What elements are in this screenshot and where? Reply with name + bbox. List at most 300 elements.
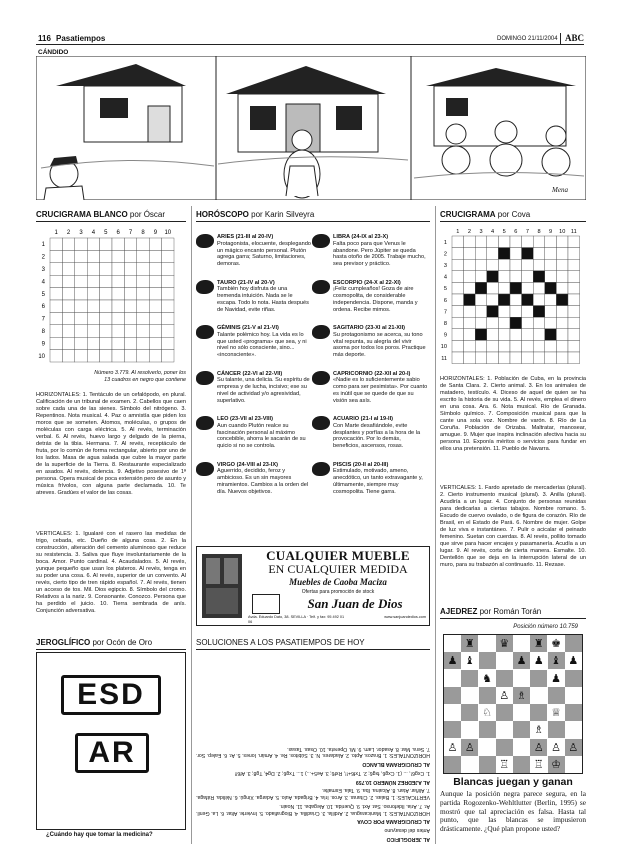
comic-signature: Mena	[552, 186, 568, 194]
zodiac-icon	[312, 371, 330, 385]
grid-cell	[464, 248, 476, 260]
chess-square[interactable]	[513, 635, 530, 652]
grid-cell	[475, 271, 487, 283]
page-number: 116	[38, 34, 51, 43]
grid-cell	[112, 238, 124, 250]
horoscope-entry	[312, 371, 428, 405]
chess-square[interactable]	[461, 670, 478, 687]
solution-line: AL AJEDREZ NÚMERO 10.759	[355, 778, 430, 785]
horoscope-sign-title: TAURO (21-IV al 20-V)	[217, 279, 275, 286]
grid-black-cell	[522, 248, 534, 260]
grid-cell	[545, 248, 557, 260]
grid-cell	[510, 236, 522, 248]
grid-column-number: 2	[66, 230, 71, 236]
zodiac-icon	[196, 416, 214, 430]
grid-cell	[87, 300, 99, 312]
chess-square[interactable]	[496, 704, 513, 721]
horoscope-entry	[312, 416, 428, 450]
grid-cell	[75, 312, 87, 324]
grid-cell	[62, 263, 74, 275]
chess-piece-square[interactable]: ♗	[530, 721, 547, 738]
grid-cell	[510, 259, 522, 271]
grid-cell	[522, 352, 534, 364]
grid-cell	[162, 250, 174, 262]
grid-cell	[533, 282, 545, 294]
grid-cell	[137, 300, 149, 312]
chess-piece-square[interactable]: ♞	[479, 670, 496, 687]
horoscope-entry	[196, 416, 312, 450]
ad-headline-1: CUALQUIER MUEBLE	[266, 548, 410, 563]
grid-row-number: 7	[41, 316, 45, 323]
grid-cell	[533, 259, 545, 271]
chess-square[interactable]	[548, 721, 565, 738]
grid-cell	[100, 263, 112, 275]
grid-cell	[162, 325, 174, 337]
grid-black-cell	[498, 248, 510, 260]
ad-brand: San Juan de Dios	[307, 596, 403, 611]
chess-piece-square[interactable]: ♚	[548, 635, 565, 652]
grid-cell	[487, 340, 499, 352]
grid-cell	[149, 350, 161, 362]
grid-cell	[162, 300, 174, 312]
grid-column-number: 10	[164, 230, 172, 236]
chess-square[interactable]	[530, 704, 547, 721]
chess-square[interactable]	[479, 687, 496, 704]
horoscope-entry	[312, 462, 428, 496]
chess-piece-square[interactable]: ♙	[496, 687, 513, 704]
chess-piece-square[interactable]: ♙	[548, 739, 565, 756]
grid-column-number: 6	[116, 230, 120, 236]
grid-cell	[87, 275, 99, 287]
grid-cell	[510, 329, 522, 341]
grid-cell	[75, 288, 87, 300]
grid-cell	[75, 325, 87, 337]
grid-cell	[452, 294, 464, 306]
grid-cell	[498, 317, 510, 329]
chess-square[interactable]	[530, 687, 547, 704]
grid-cell	[568, 352, 580, 364]
grid-cell	[137, 312, 149, 324]
solution-line: HORIZONTALES: 1. Manicaragua. 2. Ardilla. 3. Criadilla. 4. Biografiado. 5. Invierte. Altar. 6. La. Genil. Ar. 7. Aria. Ildefonso. Sar. Axt. 9. Querida. 10. Alegaba. 11. Noain.	[196, 803, 430, 816]
hieroglyph-question: ¿Cuándo hay que tomar la medicina?	[46, 832, 153, 838]
grid-cell	[522, 282, 534, 294]
grid-cell	[568, 248, 580, 260]
grid-cell	[137, 275, 149, 287]
chess-square[interactable]	[444, 704, 461, 721]
grid-column-number: 1	[54, 230, 58, 236]
grid-cell	[452, 248, 464, 260]
chess-piece-square[interactable]: ♟	[548, 670, 565, 687]
chess-piece-square[interactable]: ♘	[479, 704, 496, 721]
chess-piece-square[interactable]: ♙	[444, 739, 461, 756]
chess-square[interactable]	[444, 635, 461, 652]
grid-cell	[475, 236, 487, 248]
zodiac-icon	[312, 416, 330, 430]
grid-cell	[533, 294, 545, 306]
chess-piece-square[interactable]: ♜	[461, 635, 478, 652]
cova-crossword-verticals: VERTICALES: 1. Fardo apretado de mercaderías (plural). 2. Cierto instrumento musical (plural). 3. Anilla (plural). Acudiría a un lugar. 4. Conjunto de personas reunidas para dedicarlas a ciertas tabajos. Nombre romano. 5. Escudo de cuervo ovalado, o de figura de corazón. Río de Brasil, en el Estado de Pará. 6. Nombre de mujer. Golpe de luz viva e instantáneo. 7. Pulir o acicalar el peinado femenino. Suetan con cuerdas. 8. Al revés, pollito tomado que sirve para hacer encajes y pasamanería. Acudía a un lugar. 9. Al revés, corta de cierta manera. Esmalte. 10. Dentellón que se deja en la interrupción lateral de un muro, para su trabazón al continuarlo. 11. Rezase.	[440, 485, 586, 568]
chess-square[interactable]	[565, 687, 582, 704]
grid-cell	[100, 250, 112, 262]
grid-cell	[568, 282, 580, 294]
horoscope-sign-text: Aguerrido, decidido, feroz y ambicioso. Es un sin mayores miramientos. Cambios a la orden del día. Nuevos objetivos.	[217, 468, 309, 495]
grid-cell	[50, 337, 62, 349]
horoscope-title: HORÓSCOPO por Karin Silveyra	[196, 210, 430, 222]
grid-cell	[149, 263, 161, 275]
horoscope-sign-title: LEO (23-VII al 23-VIII)	[217, 416, 273, 422]
zodiac-icon	[312, 462, 330, 476]
chess-piece-square[interactable]: ♝	[461, 652, 478, 669]
chess-square[interactable]	[513, 704, 530, 721]
grid-cell	[464, 282, 476, 294]
horoscope-sign-text: Falta poco para que Venus le abandone. Pero Júpiter se queda hasta otoño de 2005. Trabaje mucho, sea previsor y práctico.	[333, 240, 426, 268]
chess-piece-square[interactable]: ♟	[513, 652, 530, 669]
chess-piece-square[interactable]: ♝	[548, 652, 565, 669]
grid-cell	[149, 238, 161, 250]
grid-cell	[100, 300, 112, 312]
chess-square[interactable]	[479, 721, 496, 738]
grid-cell	[522, 236, 534, 248]
hieroglyph-frame	[36, 652, 186, 830]
white-crossword-grid[interactable]	[36, 226, 186, 368]
grid-cell	[149, 312, 161, 324]
grid-column-number: 8	[537, 229, 541, 235]
grid-cell	[522, 340, 534, 352]
grid-cell	[556, 248, 568, 260]
grid-cell	[100, 288, 112, 300]
grid-black-cell	[510, 282, 522, 294]
hieroglyph-title: JEROGLÍFICO por Ocón de Oro	[36, 638, 186, 650]
horoscope-entry	[196, 462, 312, 496]
grid-cell	[533, 352, 545, 364]
column-divider-right	[435, 206, 436, 844]
chess-square[interactable]	[530, 670, 547, 687]
ad-address: Avda. Eduardo Dato, 38. SEVILLA · Telf. y fax: 95 492 01 06	[248, 615, 345, 624]
horoscope-sign-text: Su protagonismo se acerca, su tono vital repunta, su alegría del vivir asoma por todos los poros. Practique más deporte.	[333, 331, 426, 359]
grid-cell	[464, 317, 476, 329]
grid-cell	[162, 275, 174, 287]
chess-piece-square[interactable]: ♕	[548, 704, 565, 721]
grid-cell	[112, 288, 124, 300]
grid-cell	[137, 250, 149, 262]
ad-subline: Muebles de Caoba Maciza	[289, 577, 387, 587]
chess-square[interactable]	[444, 756, 461, 773]
chess-square[interactable]	[496, 721, 513, 738]
grid-cell	[464, 259, 476, 271]
cova-crossword-grid[interactable]	[440, 226, 586, 372]
grid-cell	[62, 350, 74, 362]
grid-cell	[87, 288, 99, 300]
grid-column-number: 7	[128, 230, 133, 236]
grid-row-number: 10	[440, 344, 447, 351]
zodiac-icon	[196, 280, 214, 294]
comic-strip-title: CÁNDIDO	[38, 49, 69, 56]
grid-cell	[452, 340, 464, 352]
chessboard[interactable]	[443, 634, 583, 774]
grid-cell	[556, 282, 568, 294]
horoscope-sign-text: Protagonista, elocuente, desplegando un mágico encanto personal. Plutón agrega garra; Saturno, limitaciones, demoras.	[217, 240, 311, 268]
zodiac-icon	[196, 325, 214, 339]
grid-cell	[75, 337, 87, 349]
grid-row-number: 6	[443, 297, 447, 304]
grid-cell	[464, 340, 476, 352]
chess-square[interactable]	[565, 721, 582, 738]
grid-cell	[162, 288, 174, 300]
grid-cell	[100, 275, 112, 287]
chess-square[interactable]	[461, 756, 478, 773]
abc-logo: ABC	[560, 33, 584, 44]
chess-square[interactable]	[565, 704, 582, 721]
grid-cell	[475, 306, 487, 318]
grid-cell	[545, 294, 557, 306]
chess-piece-square[interactable]: ♗	[513, 687, 530, 704]
horoscope-entry	[196, 234, 312, 268]
horoscope-sign-title: GÉMINIS (21-V al 21-VI)	[217, 325, 279, 331]
grid-cell	[149, 337, 161, 349]
grid-black-cell	[498, 294, 510, 306]
grid-column-number: 7	[525, 229, 529, 235]
chess-square[interactable]	[513, 721, 530, 738]
grid-column-number: 6	[514, 229, 518, 235]
grid-cell	[545, 352, 557, 364]
grid-cell	[100, 312, 112, 324]
grid-cell	[137, 350, 149, 362]
grid-cell	[510, 340, 522, 352]
chess-square[interactable]	[444, 721, 461, 738]
white-crossword-horizontals: HORIZONTALES: 1. Tentáculo de un cefalópodo, en plural. Calificación de un tribunal de examen. 2. Cabellos que caen sobre cada una de las sienes. Símbolo del nitrógeno. 3. Repentinos. Nota musical. 4. Paz o amnistía que piden los moros que se someten. Átomos, moléculas, o grupos de moléculas con carga eléctrica. 5. Al revés, terminación verbal. 6. Al revés, huevo largo y delgado de la pierna, detrás de la tibia. Hermana. 7. Al revés, receptáculo de fruta, por lo común de forma rectangular, abierto por uno de los lados. Masa de agua salada que cubre la mayor parte de la superficie de la Tierra. 8. Restaurante especializado en asados. Al revés, dolencia. 9. Adjetivo posesivo de 1ª persona. Opera musical de poca extensión pero de asunto y música frívolos, con alguna parte declamada. 10. Te atreves. Gradúes el valor de las cosas.	[36, 392, 186, 496]
grid-cell	[487, 294, 499, 306]
chess-square[interactable]	[565, 756, 582, 773]
grid-cell	[510, 248, 522, 260]
grid-row-number: 4	[41, 279, 45, 286]
horoscope-sign-text: Con Marte desafiándole, evite desplantes y porfías a la hora de la provocación. Por lo demás, beneficios, ascensos, rosas.	[333, 422, 421, 450]
chess-square[interactable]	[479, 652, 496, 669]
chess-square[interactable]	[479, 635, 496, 652]
grid-cell	[475, 259, 487, 271]
grid-black-cell	[487, 306, 499, 318]
grid-row-number: 3	[41, 267, 45, 273]
chess-square[interactable]	[513, 756, 530, 773]
horoscope-sign-title: CÁNCER (22-VI al 22-VII)	[217, 370, 283, 377]
grid-cell	[124, 288, 136, 300]
chess-piece-square[interactable]: ♟	[530, 652, 547, 669]
grid-cell	[487, 248, 499, 260]
grid-cell	[487, 352, 499, 364]
grid-cell	[137, 337, 149, 349]
chess-square[interactable]	[496, 652, 513, 669]
grid-cell	[556, 352, 568, 364]
grid-cell	[545, 236, 557, 248]
chess-piece-square[interactable]: ♔	[548, 756, 565, 773]
grid-row-number: 8	[41, 329, 45, 335]
chess-piece-square[interactable]: ♟	[444, 652, 461, 669]
horoscope-sign-text: Su talante, una delicia. Su espíritu de empresa y de lucha, incisivo; ese su nivel de actividad y/o agresividad, superlativo.	[217, 377, 310, 404]
grid-cell	[149, 250, 161, 262]
white-crossword-verticals: VERTICALES: 1. Igualaré con el rasero las medidas de trigo, cebada, etc. Dueño de alguna cosa. 2. En la construcción, alteración del cemento aluminoso que reduce su resistencia. 3. Saliva que fluye involuntariamente de la boca. Amor. Punto cardinal. 4. Acaudalados. 5. Al revés, yunque pequeño que usan los plateros. Al revés, tenga en su poder una cosa. 6. Al revés, superior de un convento. Al revés, cierto tipo de tren rápido español. 7. Al revés, tienen un acceso de tos. Mil. Dios egipcio. 8. Símbolo del cromo. Relativos a la nariz. 9. Consonante. Conozco. Persona que ha perdido el juicio. 10. Tierra sembrada de anís. Conjunción adversativa.	[36, 531, 186, 614]
chess-piece-square[interactable]: ♖	[496, 756, 513, 773]
grid-cell	[62, 275, 74, 287]
horoscope-sign-title: CAPRICORNIO (22-XII al 20-I)	[333, 370, 411, 377]
grid-row-number: 1	[443, 239, 447, 246]
chess-square[interactable]	[513, 739, 530, 756]
grid-column-number: 2	[467, 229, 471, 235]
grid-column-number: 10	[559, 229, 566, 235]
grid-cell	[452, 271, 464, 283]
column-divider-left	[191, 206, 192, 844]
chess-square[interactable]	[444, 687, 461, 704]
grid-cell	[510, 352, 522, 364]
chess-square[interactable]	[565, 635, 582, 652]
grid-cell	[137, 263, 149, 275]
grid-cell	[545, 340, 557, 352]
grid-cell	[568, 236, 580, 248]
chess-piece-square[interactable]: ♙	[461, 739, 478, 756]
grid-cell	[568, 294, 580, 306]
grid-cell	[510, 294, 522, 306]
chess-square[interactable]	[479, 756, 496, 773]
chess-square[interactable]	[513, 670, 530, 687]
chess-square[interactable]	[565, 670, 582, 687]
grid-cell	[568, 329, 580, 341]
grid-cell	[149, 288, 161, 300]
grid-cell	[452, 236, 464, 248]
grid-column-number: 3	[79, 230, 83, 236]
horoscope-sign-text: También hoy disfruta de una tremenda intuición. Nada se le escapa. Todo lo nota. Hasta después de Navidad, evite riñas.	[217, 286, 309, 313]
grid-column-number: 5	[502, 229, 506, 235]
grid-row-number: 9	[41, 341, 45, 348]
grid-row-number: 2	[443, 251, 447, 258]
grid-cell	[464, 236, 476, 248]
chess-square[interactable]	[548, 687, 565, 704]
grid-cell	[556, 271, 568, 283]
chess-title: AJEDREZ por Román Torán	[440, 607, 586, 619]
grid-cell	[475, 248, 487, 260]
grid-cell	[522, 329, 534, 341]
grid-cell	[50, 350, 62, 362]
grid-cell	[75, 238, 87, 250]
chess-piece-square[interactable]: ♖	[530, 756, 547, 773]
horoscope-entry	[312, 325, 428, 359]
zodiac-icon	[312, 280, 330, 294]
grid-column-number: 4	[91, 230, 96, 236]
grid-cell	[475, 340, 487, 352]
grid-column-number: 3	[479, 229, 483, 235]
horoscope-sign-text: Aun cuando Plutón realce su fascinación personal al máximo concebible, ahorra le sacarán de su quicio si no se controla.	[217, 422, 306, 450]
grid-cell	[545, 271, 557, 283]
solution-line: 1. Cxg6!, ... (1. Cxg6, fxg6; 2. Txf6+!!, Rxf6; 3. Ae5+...) 1... Txg6; 2. Dg4, Tg8; 3. Af6!!	[234, 770, 430, 776]
chess-piece-square[interactable]: ♜	[530, 635, 547, 652]
chess-square[interactable]	[496, 670, 513, 687]
grid-cell	[510, 271, 522, 283]
grid-cell	[452, 317, 464, 329]
grid-cell	[75, 300, 87, 312]
grid-black-cell	[533, 271, 545, 283]
zodiac-icon	[196, 462, 214, 476]
grid-cell	[124, 350, 136, 362]
grid-cell	[498, 271, 510, 283]
grid-cell	[124, 325, 136, 337]
grid-cell	[498, 352, 510, 364]
grid-cell	[556, 259, 568, 271]
grid-cell	[112, 337, 124, 349]
grid-cell	[112, 275, 124, 287]
horoscope-sign-text: Talante polémico hoy. La vida es lo que usted «programa» que sea, y ni nivel no sólo consciente, sino... «inconsciente».	[217, 331, 307, 359]
grid-cell	[87, 238, 99, 250]
chess-square[interactable]	[461, 687, 478, 704]
chess-piece-square[interactable]: ♛	[496, 635, 513, 652]
chess-square[interactable]	[461, 704, 478, 721]
grid-row-number: 1	[41, 242, 45, 249]
solutions-title: SOLUCIONES A LOS PASATIEMPOS DE HOY	[196, 638, 430, 650]
ad-headline-2: EN CUALQUIER MEDIDA	[268, 562, 408, 576]
grid-cell	[112, 300, 124, 312]
grid-cell	[487, 236, 499, 248]
grid-cell	[137, 288, 149, 300]
grid-cell	[137, 238, 149, 250]
grid-column-number: 8	[141, 230, 145, 236]
grid-cell	[545, 259, 557, 271]
grid-cell	[75, 350, 87, 362]
grid-cell	[62, 325, 74, 337]
horoscope-sign-title: SAGITARIO (23-XI al 21-XII)	[333, 325, 406, 331]
grid-cell	[124, 312, 136, 324]
date-line: DOMINGO 21/11/2004	[497, 36, 558, 42]
chess-headline: Blancas juegan y ganan	[453, 776, 573, 788]
grid-cell	[162, 238, 174, 250]
grid-column-number: 5	[104, 230, 108, 236]
cova-crossword-horizontals: HORIZONTALES: 1. Población de Cuba, en la provincia de Santa Clara. 2. Cierto animal. 3. En los animales de matadero, testículo. 4. Diceso de aquel de quien se ha escrito la historia de su vida. 5. Al revés, emplea el dinero en una cosa. Ara. 6. Nota musical. Río de Granada. Símbolo químico. 7. Composición musical para que la cante una sola voz. Nombre de varón. 8. Río de La Coruña. Población de Orizaba. Maltratar, manosear, amugue. 9. Mujer que inspira inclinación afectiva hacia su persona 10. Exponía méritos o servicios para fundar en ellos una pretensión. 11. Pueblo de Navarra.	[440, 376, 586, 452]
zodiac-icon	[312, 325, 330, 339]
grid-cell	[112, 350, 124, 362]
grid-column-number: 9	[153, 230, 158, 236]
ad-offer: Ofertas para promoción de stock	[301, 589, 375, 595]
chess-piece-square[interactable]: ♟	[565, 652, 582, 669]
zodiac-icon	[312, 234, 330, 248]
horoscope-sign-text: Estimulado, motivado, ameno, anecdótico, un tanto extravagante y, últimamente, siempre muy cosmopolita. Tiene garra.	[333, 468, 423, 495]
grid-cell	[533, 329, 545, 341]
grid-cell	[568, 259, 580, 271]
grid-column-number: 1	[456, 229, 460, 235]
grid-cell	[87, 337, 99, 349]
grid-cell	[124, 263, 136, 275]
grid-cell	[124, 238, 136, 250]
grid-cell	[75, 250, 87, 262]
grid-cell	[149, 300, 161, 312]
grid-cell	[452, 282, 464, 294]
chess-piece-square[interactable]: ♙	[565, 739, 582, 756]
chess-square[interactable]	[479, 739, 496, 756]
horoscope-sign-title: ACUARIO (21-I al 19-II)	[333, 416, 393, 422]
grid-black-cell	[464, 294, 476, 306]
chess-square[interactable]	[461, 721, 478, 738]
grid-cell	[498, 259, 510, 271]
grid-row-number: 8	[443, 321, 447, 327]
hieroglyph-sign-1: ESD	[61, 675, 161, 715]
chess-piece-square[interactable]: ♙	[530, 739, 547, 756]
grid-cell	[50, 250, 62, 262]
grid-cell	[498, 329, 510, 341]
grid-cell	[87, 250, 99, 262]
solution-line: AL JEROGLÍFICO	[386, 836, 430, 842]
grid-cell	[149, 325, 161, 337]
chess-square[interactable]	[496, 739, 513, 756]
chess-square[interactable]	[444, 670, 461, 687]
grid-cell	[464, 352, 476, 364]
grid-cell	[522, 259, 534, 271]
grid-black-cell	[556, 294, 568, 306]
grid-cell	[452, 306, 464, 318]
solution-line: HORIZONTALES: 1. Brazos. Apto. 2. Aladares. N. 3. Súbitos. Re. 4. Amán. Iones. 5. Ar. 6. Ealep. Sor. 7. Sera. Mar. 8. Asador. Lam. 9. Mi. Opereta. 10. Osas. Tasas.	[196, 745, 430, 759]
